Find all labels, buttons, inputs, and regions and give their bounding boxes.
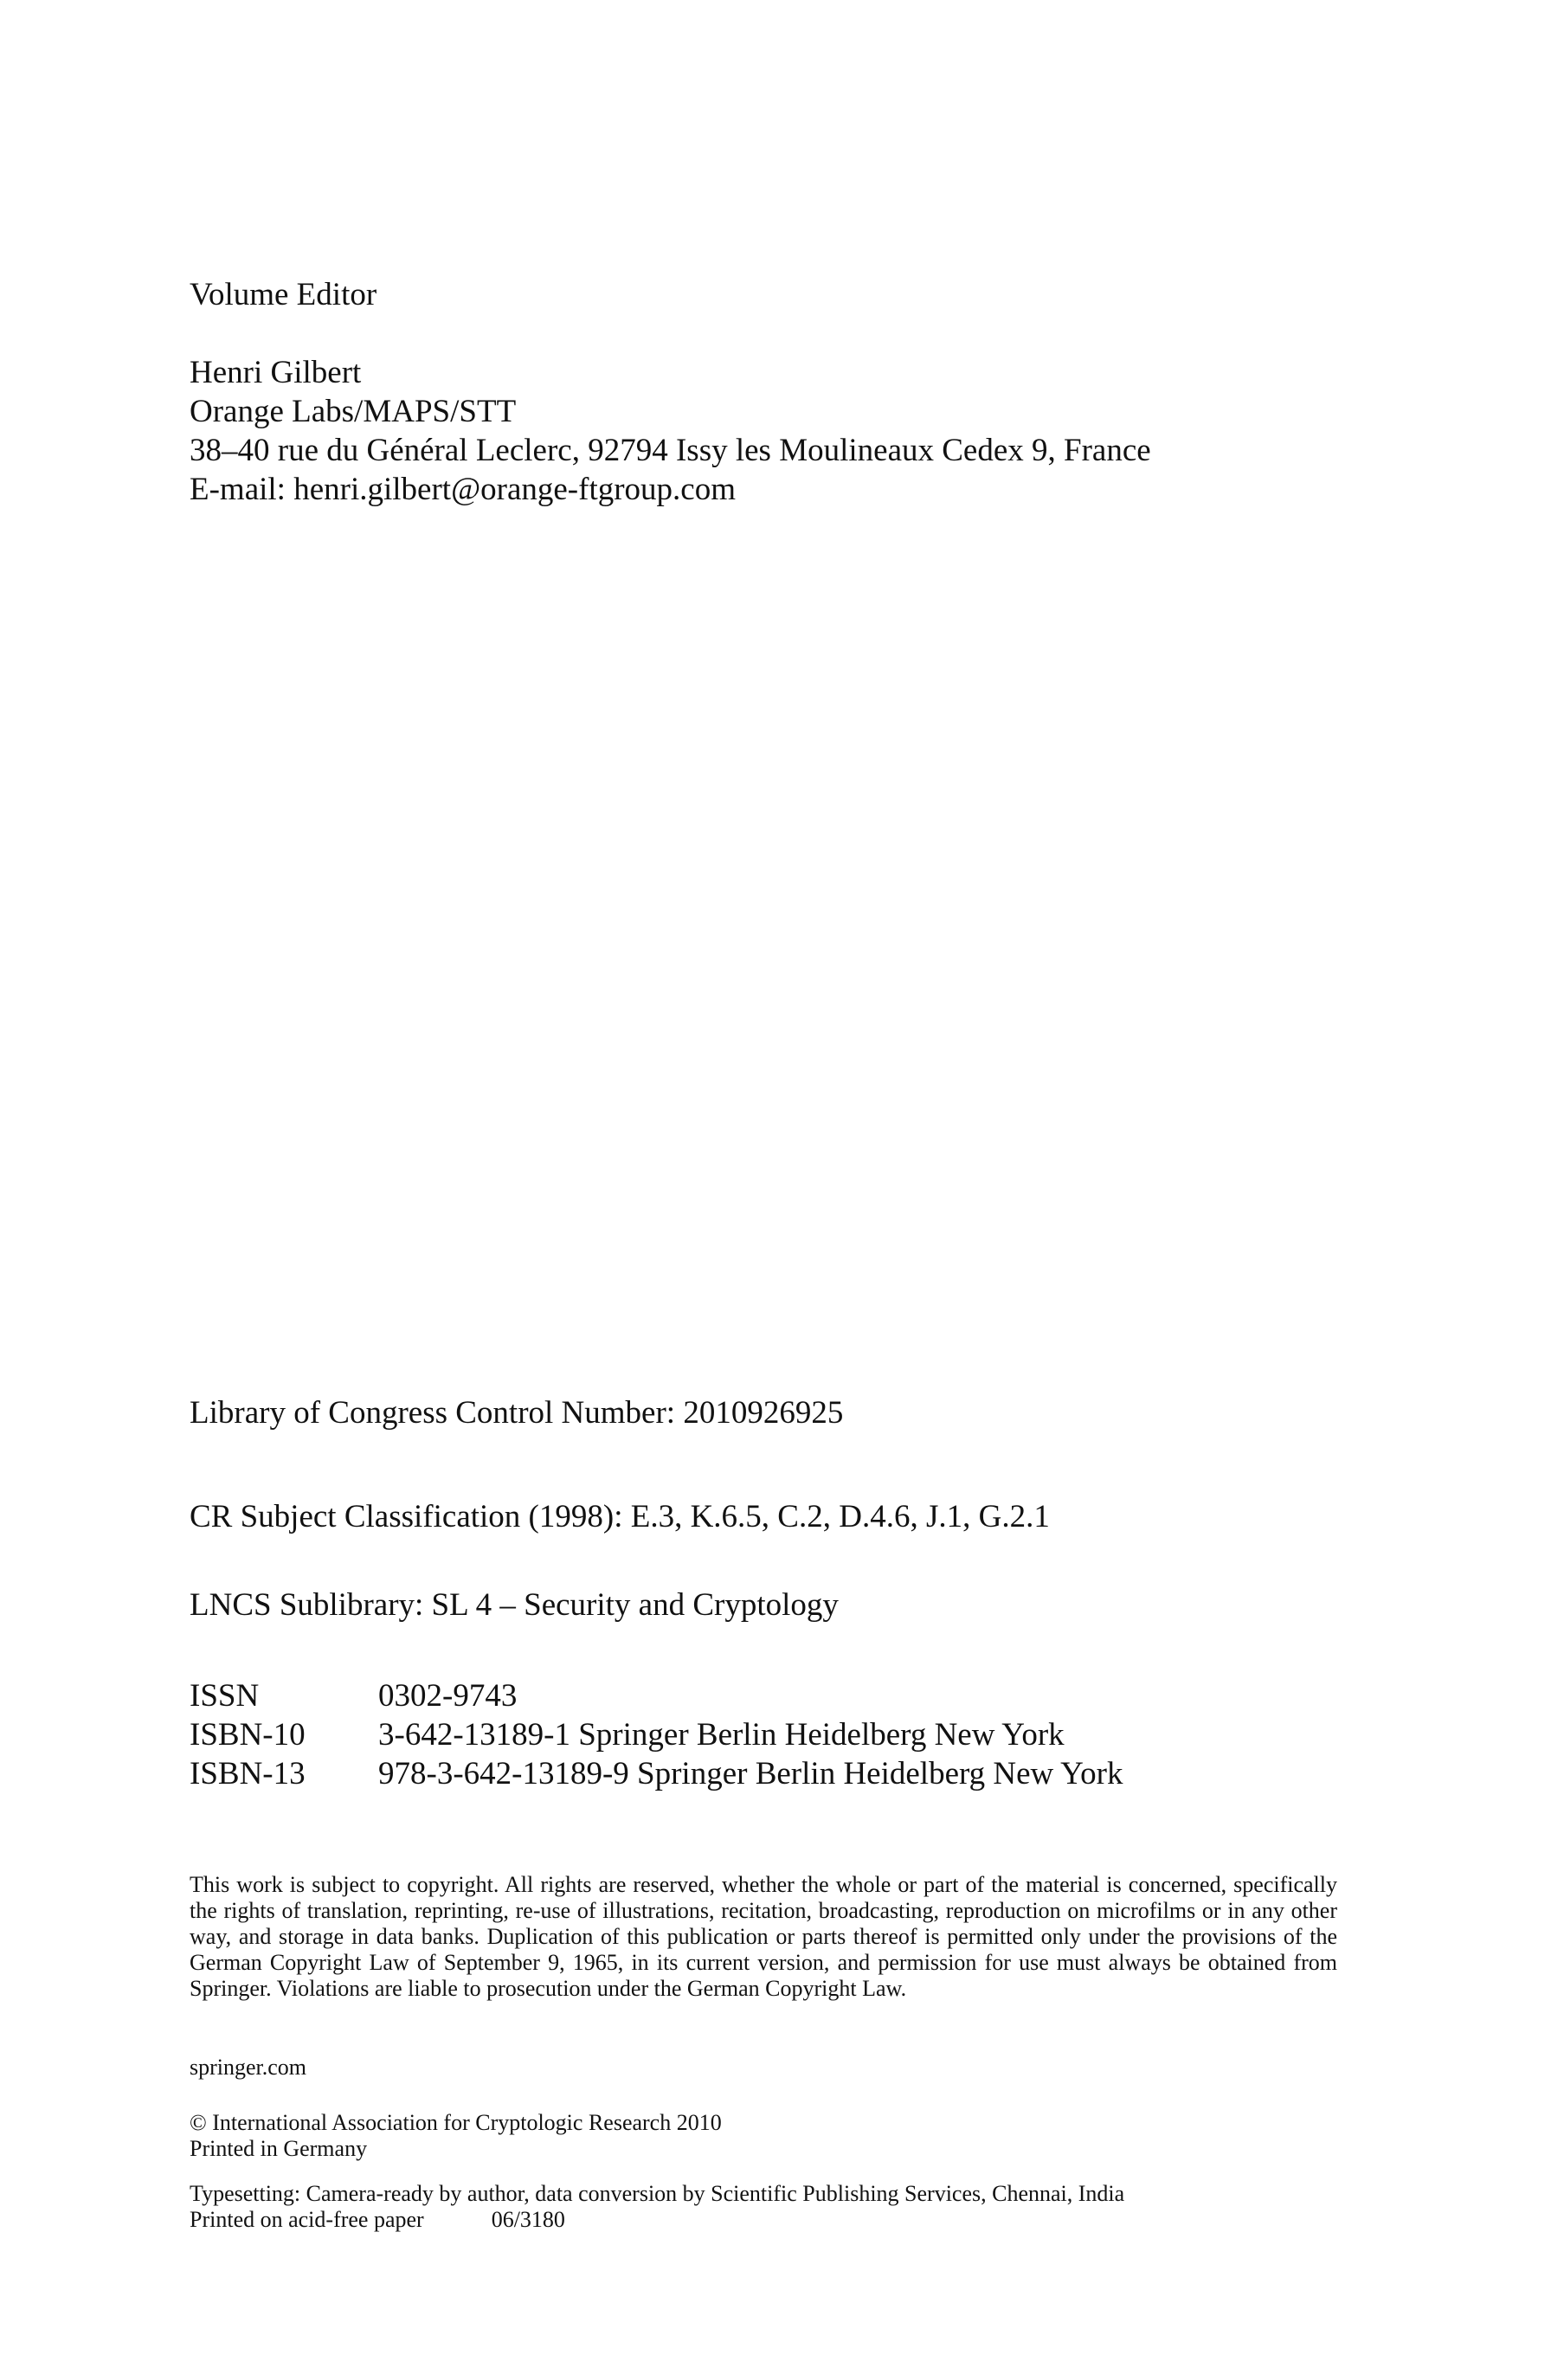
paper-row (190, 2207, 1124, 2233)
identifier-table (190, 1676, 1123, 1793)
isbn13-row (190, 1754, 1123, 1793)
issn-value: 0302-9743 (378, 1678, 518, 1714)
isbn13-label: ISBN-13 (190, 1756, 306, 1791)
typesetting-block (190, 2181, 1124, 2233)
publisher-url: springer.com (190, 2055, 307, 2080)
isbn10-value: 3-642-13189-1 Springer Berlin Heidelberg New York (378, 1717, 1065, 1753)
isbn10-row (190, 1715, 1123, 1754)
isbn13-value: 978-3-642-13189-9 Springer Berlin Heidelberg New York (378, 1756, 1123, 1791)
paper-note: Printed on acid-free paper (190, 2207, 424, 2232)
editor-affiliation: Orange Labs/MAPS/STT (190, 394, 517, 429)
volume-editor-heading: Volume Editor (190, 277, 377, 312)
isbn10-label: ISBN-10 (190, 1717, 306, 1753)
typesetting-note: Typesetting: Camera-ready by author, data conversion by Scientific Publishing Services, Chennai, India (190, 2181, 1125, 2206)
issn-row (190, 1676, 1123, 1715)
copyright-notice: This work is subject to copyright. All rights are reserved, whether the whole or part of the material is concerned, specifically the rights of translation, reprinting, re-use of illustrations, recitation, broadcasting, reproduction on microfilms or in any other way, and storage in data banks. Duplication of this publication or parts thereof is permitted only under the provisions of the German Copyright Law of September 9, 1965, in its current version, and permission for use must always be obtained from Springer. Violations are liable to prosecution under the German Copyright Law. (190, 1872, 1337, 2001)
editor-address: 38–40 rue du Général Leclerc, 92794 Issy les Moulineaux Cedex 9, France (190, 433, 1151, 468)
lncs-sublibrary: LNCS Sublibrary: SL 4 – Security and Cryptology (190, 1587, 839, 1623)
print-code: 06/3180 (491, 2207, 565, 2232)
library-of-congress-number: Library of Congress Control Number: 2010926925 (190, 1395, 844, 1431)
copyright-block (190, 2110, 722, 2162)
issn-label: ISSN (190, 1678, 260, 1714)
editor-name: Henri Gilbert (190, 355, 362, 390)
volume-editor-details (190, 353, 1151, 509)
printed-in: Printed in Germany (190, 2136, 368, 2161)
cr-subject-classification: CR Subject Classification (1998): E.3, K.6.5, C.2, D.4.6, J.1, G.2.1 (190, 1499, 1050, 1534)
copyright-line: © International Association for Cryptologic Research 2010 (190, 2110, 722, 2135)
editor-email: E-mail: henri.gilbert@orange-ftgroup.com (190, 472, 737, 507)
